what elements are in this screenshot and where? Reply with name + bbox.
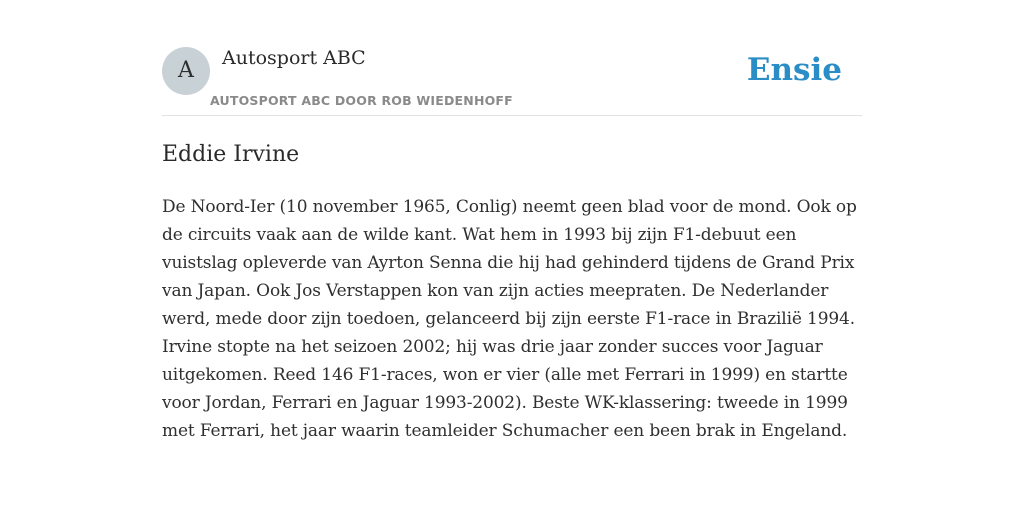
entry-body-line: Irvine stopte na het seizoen 2002; hij was drie jaar zonder succes voor Jaguar: [162, 337, 823, 357]
entry-body-line: De Noord-Ier (10 november 1965, Conlig) neemt geen blad voor de mond. Ook op: [162, 197, 857, 217]
entry-title: Eddie Irvine: [162, 142, 300, 167]
entry-body-line: vuistslag opleverde van Ayrton Senna die hij had gehinderd tijdens de Grand Prix: [162, 253, 855, 273]
entry-card: [162, 0, 862, 512]
entry-body-line: voor Jordan, Ferrari en Jaguar 1993-2002). Beste WK-klassering: tweede in 1999: [162, 393, 848, 413]
entry-body-line: werd, mede door zijn toedoen, gelanceerd bij zijn eerste F1-race in Brazilië 1994.: [162, 309, 855, 329]
entry-body-line: de circuits vaak aan de wilde kant. Wat hem in 1993 bij zijn F1-debuut een: [162, 225, 797, 245]
source-title[interactable]: Autosport ABC: [222, 47, 366, 69]
entry-body-line: uitgekomen. Reed 146 F1-races, won er vier (alle met Ferrari in 1999) en startte: [162, 365, 848, 385]
entry-header: [162, 0, 862, 116]
source-avatar[interactable]: A: [162, 47, 210, 95]
entry-body-line: met Ferrari, het jaar waarin teamleider Schumacher een been brak in Engeland.: [162, 421, 848, 441]
entry-body-line: van Japan. Ook Jos Verstappen kon van zijn acties meepraten. De Nederlander: [162, 281, 829, 301]
entry-body: [162, 193, 866, 445]
brand-logo[interactable]: Ensie: [746, 52, 842, 88]
source-byline: AUTOSPORT ABC DOOR ROB WIEDENHOFF: [210, 93, 513, 108]
